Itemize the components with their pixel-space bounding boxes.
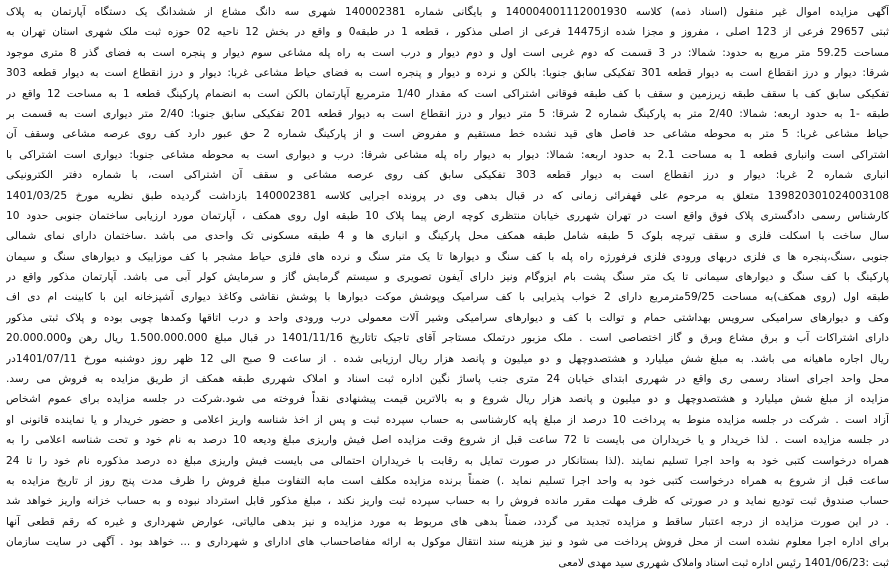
notice-line: آگهی مزایده اموال غیر منقول (اسناد ذمه) کلاسه 140004001112001930 و بایگانی شماره 140002381 شهری سه دانگ مشاع از ششدانگ یک دستگاه آپارتمان به پلاک (6, 6, 889, 18)
notice-line: در جلسه مزایده است . لذا خریدار و یا خریداران می بایست تا 72 ساعت قبل از شروع وقت مزایده اصل فیش واریزی مبلغ ودیعه 10 درصد به نام خود و تحت شناسه اعلامی را به (6, 434, 889, 447)
notice-line: جنوبی ،سنگ،پنجره ها ی فلزی دربهای ورودی فلزی فرفورژه راه پله با کف سنگ و دیوارها تا یک متر سنگ و نرده های فلزی حیاط مشجر با کف موزاییک و دیوارهای سنگ و سیمان (6, 250, 889, 263)
notice-line: پارکینگ با کف سنگ و دیوارهای سیمانی تا یک متر سنگ پشت بام ایزوگام ونیز دارای آیفون تصویری و سیستم گرمایش گاز و سرمایش کولر آبی می باشد. آپارتمان مذکور واقع در (6, 271, 889, 284)
notice-line: طبقه اول (روی همکف)به مساحت 59/25مترمربع دارای 2 خواب پذیرایی با کف سرامیک وپوشش موکت دیوارها با پوشش نقاشی وکاغذ دیواری آشپزخانه این با کابینت ام دی اف (6, 291, 889, 304)
notice-signature-line: ثبت :1401/06/23 رئیس اداره ثبت اسناد واملاک شهرری سید مهدی لامعی (558, 556, 889, 569)
notice-line: سال ساخت با اسکلت فلزی و سقف تیرچه بلوک 5 طبقه شامل طبقه همکف محل پارکینگ و انباری ها و 4 طبقه مسکونی تک واحدی می باشد .ساختمان دارای نمای شمالی (6, 230, 889, 243)
notice-line: آزاد است . شرکت در جلسه مزایده منوط به پرداخت 10 درصد از مبلغ پایه کارشناسی به حساب سپرده ثبت و پس از اخذ شناسه واریز اعلامی و حضور خریدار و یا نماینده قانونی او (6, 413, 889, 426)
notice-line: ثبتی 29657 فرعی از 123 اصلی ، مفروز و مجزا شده از14475 فرعی از اصلی مذکور ، قطعه 1 در طبقه0 و واقع در بخش 12 ناحیه 02 حوزه ثبت ملک شهری استان تهران به (6, 26, 889, 39)
notice-line: همراه درخواست کتبی خود به واحد اجرا تسلیم نمایند .(لذا بستانکار در صورت تمایل به رقابت با خریداران احتمالی می بایست فیش واریزی مبلغ ده درصد مذکوره نام خود را تا 24 (6, 454, 889, 467)
notice-line: انباری شماره 2 غربا: دیوار و درز انقطاع است به دیوار قطعه 303 تفکیکی سابق کف روی عرصه مشاعی و سقف آن اشتراکی است، با شماره دفتر الکترونیکی (6, 169, 889, 182)
notice-line: محل واحد اجرای اسناد رسمی ری واقع در شهرری ابتدای خیابان 24 متری جنب پاساژ نگین اداره ثبت اسناد و املاک شهرری طبقه همکف از طریق مزایده به فروش می رسد. (6, 373, 889, 386)
notice-line: مساحت 59.25 متر مربع به حدود: شمالا: در 3 قسمت که دوم غربی است اول و دوم دیوار و درب است به راه پله مشاعی سوم دیوار و پنجره است به فضای گذر 8 متری موجود (6, 46, 889, 59)
notice-line: دارای اشتراکات آب و برق مشاع وبرق و گاز اختصاصی است . ملک مزبور درتملک مستاجر آقای تاجیک تاتاریخ 1401/11/16 در قبال مبلغ 1.500.000.000 ریال رهن و20.000.000 (6, 332, 889, 345)
notice-line: مزایده از مبلغ شش میلیارد و هشتصدوچهل و دو میلیون و پانصد هزار ریال شروع و به بالاترین قیمت پیشنهادی نقداً فروخته می شود.شرکت در جلسه مزایده برای عموم اشخاص (6, 393, 889, 406)
notice-line: ساعت قبل از شروع به همراه درخواست کتبی خود به واحد اجرا تسلیم نماید .) ضمناً برنده مزایده مکلف است مابه التفاوت مبلغ فروش را ظرف مدت پنج روز از تاریخ مزایده به (6, 474, 889, 487)
notice-line: حیاط مشاعی غربا: 5 متر به محوطه مشاعی حد فاصل های قید نشده خط مستقیم و مفروض است و از پارکینگ شماره 2 حق عبور دارد کف روی عرصه مشاعی وسقف آن (6, 128, 889, 141)
notice-line: تفکیکی سابق کف با سقف طبقه زیرزمین و سقف با کف طبقه فوقانی اشتراکی است که مقدار 1/40 مترمربع آپارتمان بالکن است به انضمام پارکینگ قطعه 1 به مساحت 12 واقع در (6, 87, 889, 100)
notice-line: ریال اجاره ماهیانه می باشد. به مبلغ شش میلیارد و هشتصدوچهل و دو میلیون و پانصد هزار ریال ارزیابی شده . از ساعت 9 صبح الی 12 ظهر روز دوشنبه مورخ 1401/07/11در (6, 352, 889, 365)
notice-line: 139820301024003108 متعلق به مرحوم علی قهفرائی زمانی که در قبال بدهی وی در پرونده اجرایی کلاسه 140002381 بازداشت گردیده طبق نظریه مورخ 1401/03/25 (6, 189, 889, 202)
notice-line: شرقا: دیوار و درز انقطاع است به دیوار قطعه 301 تفکیکی سابق جنوبا: بالکن و نرده و دیوار و پنجره است به فضای حیاط مشاعی غربا: دیوار و درز انقطاع است به دیوار قطعه 303 (6, 67, 889, 80)
notice-line: طبقه -1 به حدود اربعه: شمالا: 2/40 متر به پارکینگ شماره 2 شرقا: 5 متر دیوار و درز انقطاع است به دیوار قطعه 201 تفکیکی سابق جنوبا: 2/40 متر دیواری است به قسمت بر (6, 107, 889, 120)
notice-line: حساب صندوق ثبت تودیع نماید و در صورتی که ظرف مهلت مقرر مانده فروش را به حساب سپرده ثبت واریز نکند ، مبلغ مذکور قابل استرداد نبوده و به حساب خزانه واریز خواهد شد (6, 495, 889, 508)
notice-line: برای اداره اجرا معلوم نشده است از محل فروش پرداخت می شود و نیز هزینه سند انتقال موکول به ارائه مفاصاحساب های ادارای و شهرداری و ... خواهد بود . آگهی در سایت سازمان (6, 536, 889, 549)
notice-line: کارشناس رسمی دادگستری پلاک فوق واقع است در تهران شهرری خیابان منتظری کوچه ارض پیما پلاک 10 طبقه اول روی همکف ، آپارتمان مورد ارزیابی ساختمان جنوبی حدود 10 (6, 209, 889, 222)
notice-line: وکف و دیوارهای سرامیکی سرویس بهداشتی حمام و توالت با کف و دیوارهای سرامیکی وشیر آلات معمولی درب ورودی واحد و درب اتاقها وکمدها چوبی بوده و پلاک ثبتی مذکور (6, 311, 889, 324)
notice-line: . در این صورت مزایده از درجه اعتبار ساقط و مزایده تجدید می گردد، ضمناً بدهی های مربوط به مورد مزایده و نیز بدهی مالیاتی، عوارض شهرداری و غیره که رقم قطعی آنها (6, 515, 889, 528)
notice-line: اشتراکی است وانباری قطعه 1 به مساحت 2.1 به حدود اربعه: شمالا: دیوار به دیوار راه پله مشاعی شرقا: درب و دیواری است به محوطه مشاعی جنوبا: دیواری است اشتراکی با (6, 148, 889, 161)
